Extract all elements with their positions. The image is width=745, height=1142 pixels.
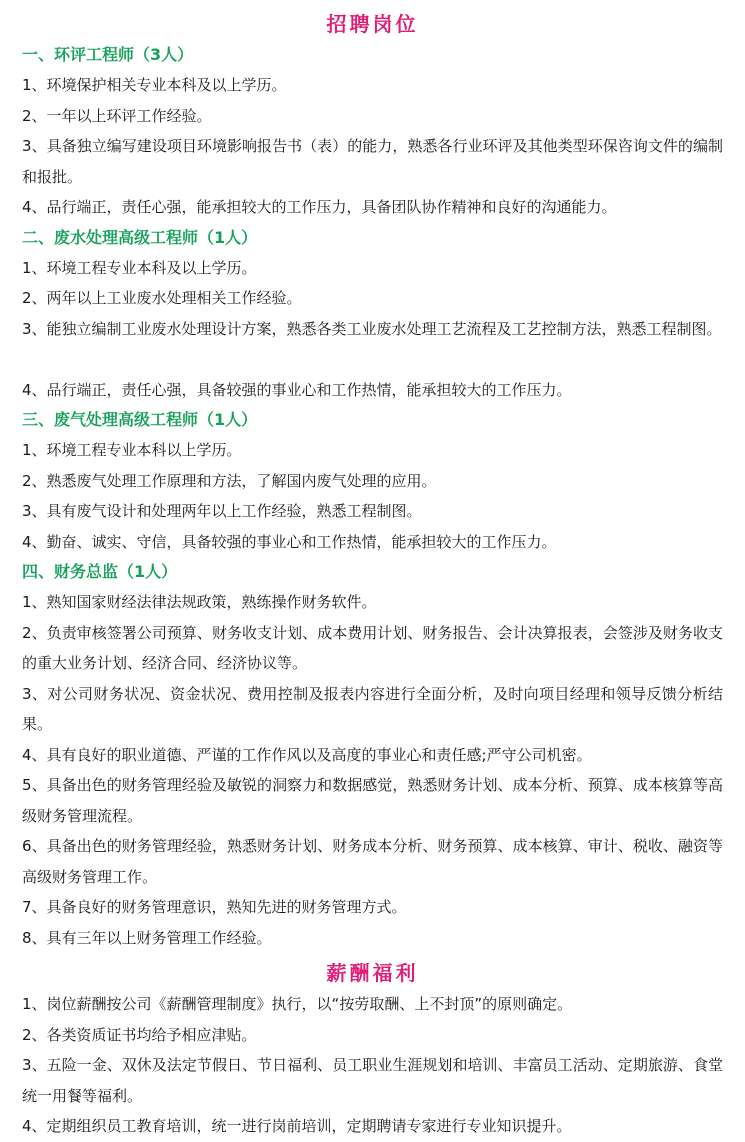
section-benefits — [22, 957, 723, 1142]
requirement-item: 1、环境工程专业本科及以上学历。 — [22, 258, 257, 277]
requirement-item: 2、熟悉废气处理工作原理和方法，了解国内废气处理的应用。 — [22, 471, 437, 490]
requirement-item: 3、具有废气设计和处理两年以上工作经验，熟悉工程制图。 — [22, 502, 422, 520]
requirement-item: 1、环境保护相关专业本科及以上学历。 — [22, 76, 287, 94]
section-finance-director — [22, 557, 723, 953]
requirement-item: 3、具备独立编写建设项目环境影响报告书（表）的能力，熟悉各行业环评及其他类型环保咨询文件的编制和报批。 — [22, 137, 723, 186]
positions-title: 招聘岗位 — [326, 12, 419, 36]
section-eia-engineer — [22, 40, 723, 223]
requirement-item: 5、具备出色的财务管理经验及敏锐的洞察力和数据感觉，熟悉财务计划、成本分析、预算、成本核算等高级财务管理流程。 — [22, 776, 723, 825]
requirement-item: 2、负责审核签署公司预算、财务收支计划、成本费用计划、财务报告、会计决算报表，会签涉及财务收支的重大业务计划、经济合同、经济协议等。 — [22, 623, 723, 672]
section-wastewater-engineer — [22, 223, 723, 406]
requirement-item: 6、具备出色的财务管理经验，熟悉财务计划、财务成本分析、财务预算、成本核算、审计、税收、融资等高级财务管理工作。 — [22, 837, 723, 886]
benefits-title: 薪酬福利 — [326, 961, 419, 985]
requirement-item: 4、品行端正，责任心强，能承担较大的工作压力，具备团队协作精神和良好的沟通能力。 — [22, 198, 617, 216]
requirement-item: 4、具有良好的职业道德、严谨的工作作风以及高度的事业心和责任感;严守公司机密。 — [22, 745, 592, 764]
requirement-item: 3、能独立编制工业废水处理设计方案，熟悉各类工业废水处理工艺流程及工艺控制方法，熟悉工程制图。 — [22, 319, 722, 338]
benefit-item: 2、各类资质证书均给予相应津贴。 — [22, 1025, 257, 1044]
section-heading: 三、废气处理高级工程师（1人） — [22, 410, 258, 429]
benefit-item: 3、五险一金、双休及法定节假日、节日福利、员工职业生涯规划和培训、丰富员工活动、定期旅游、食堂统一用餐等福利。 — [22, 1056, 723, 1105]
section-waste-gas-engineer — [22, 405, 723, 557]
requirement-item: 1、环境工程专业本科以上学历。 — [22, 441, 242, 459]
requirement-item: 4、勤奋、诚实、守信，具备较强的事业心和工作热情，能承担较大的工作压力。 — [22, 532, 557, 551]
benefit-item: 1、岗位薪酬按公司《薪酬管理制度》执行，以“按劳取酬、上不封顶”的原则确定。 — [22, 995, 573, 1013]
requirement-item: 8、具有三年以上财务管理工作经验。 — [22, 928, 272, 947]
requirement-item: 2、一年以上环评工作经验。 — [22, 106, 212, 125]
benefit-item: 4、定期组织员工教育培训，统一进行岗前培训，定期聘请专家进行专业知识提升。 — [22, 1117, 572, 1135]
requirement-item: 3、对公司财务状况、资金状况、费用控制及报表内容进行全面分析，及时向项目经理和领导反馈分析结果。 — [22, 684, 723, 733]
requirement-item: 2、两年以上工业废水处理相关工作经验。 — [22, 289, 302, 307]
section-heading: 二、废水处理高级工程师（1人） — [22, 227, 258, 247]
requirement-item: 1、熟知国家财经法律法规政策，熟练操作财务软件。 — [22, 593, 377, 611]
section-heading: 四、财务总监（1人） — [22, 562, 178, 581]
section-heading: 一、环评工程师（3人） — [22, 45, 194, 64]
requirement-item: 7、具备良好的财务管理意识，熟知先进的财务管理方式。 — [22, 898, 407, 916]
requirement-item: 4、品行端正，责任心强，具备较强的事业心和工作热情，能承担较大的工作压力。 — [22, 380, 572, 399]
